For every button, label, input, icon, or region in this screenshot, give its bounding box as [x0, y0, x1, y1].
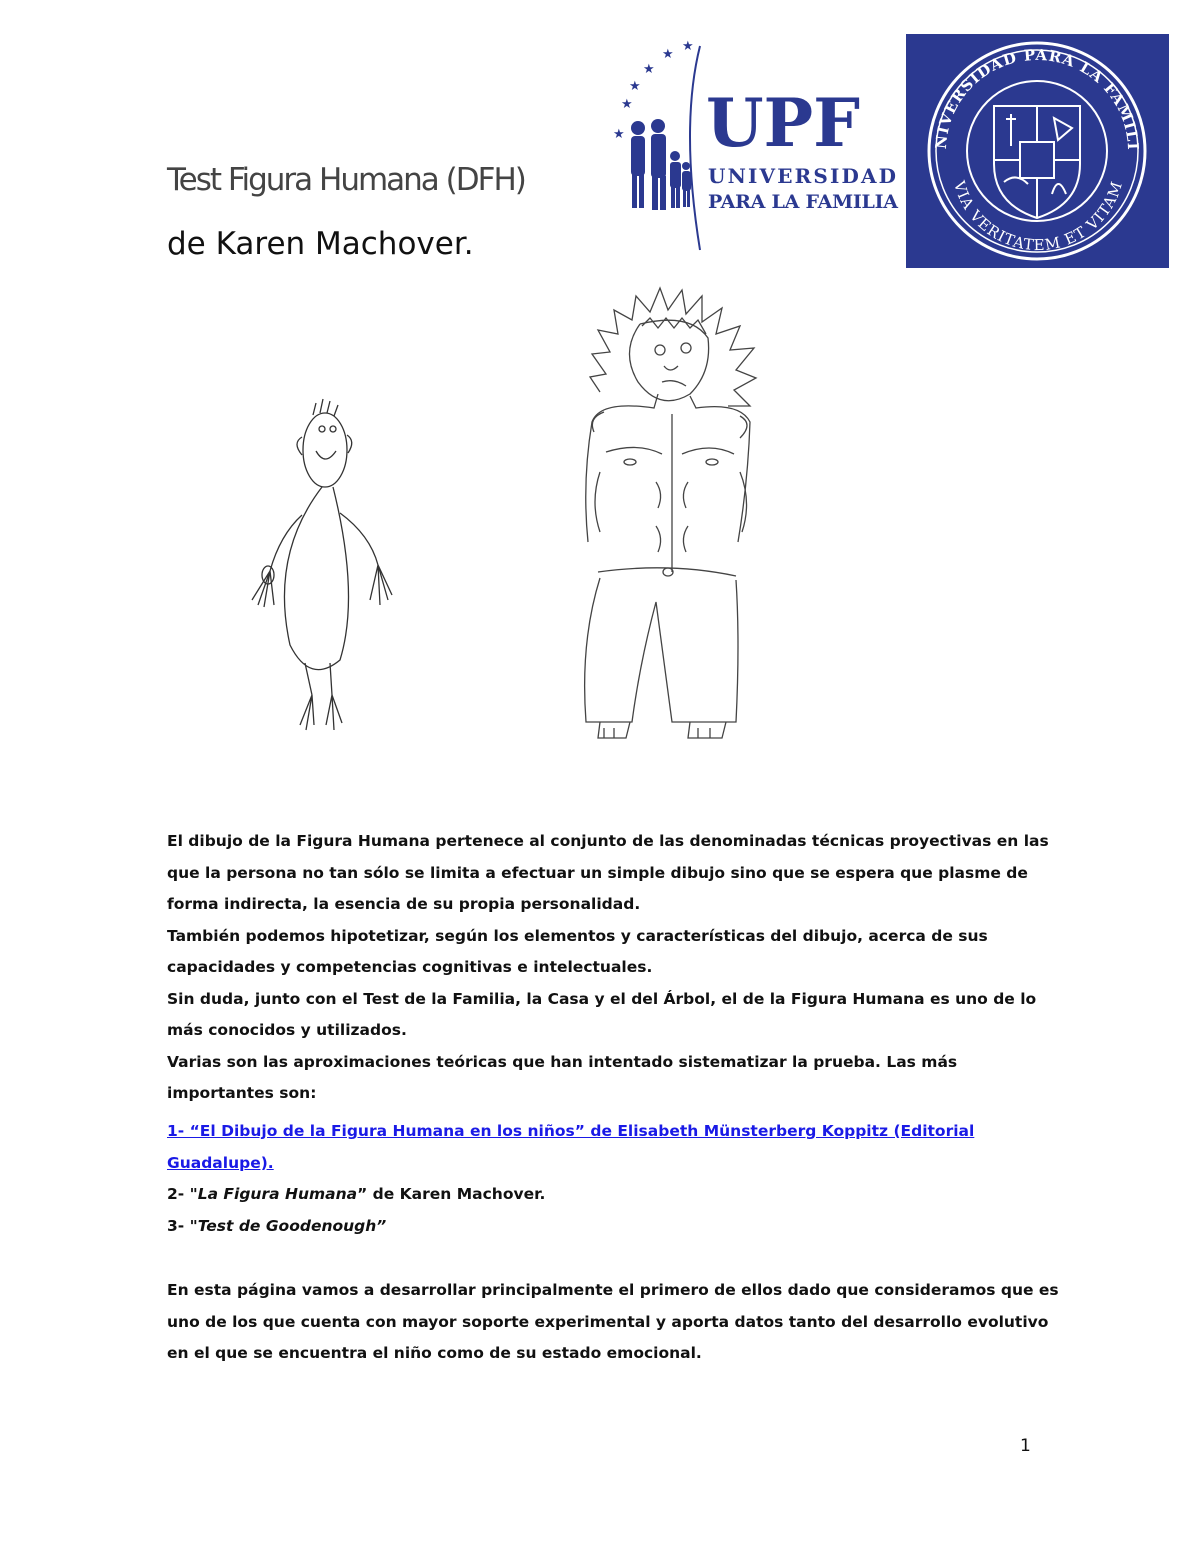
svg-text:★: ★: [629, 79, 641, 94]
intro-paragraph: Varias son las aproximaciones teóricas que han intentado sistematizar la prueba. Las más importantes son:: [167, 1052, 958, 1102]
intro-paragraph: El dibujo de la Figura Humana pertenece al conjunto de las denominadas técnicas proyectivas en las que la persona no tan sólo se limita a efectuar un simple dibujo sino que se espera que plasme de forma indirecta, la esencia de su propia personalidad.: [167, 832, 1049, 913]
svg-text:★: ★: [621, 97, 633, 112]
family-icon: [631, 119, 691, 210]
child-drawing-left: [230, 395, 420, 755]
list-item-machover: 2- "La Figura Humana” de Karen Machover.: [167, 1185, 546, 1203]
intro-section: [167, 826, 1067, 1110]
university-seal: [906, 34, 1169, 268]
document-subtitle: de Karen Machover.: [167, 226, 474, 262]
svg-text:★: ★: [643, 62, 655, 77]
document-title: Test Figura Humana (DFH): [167, 162, 525, 198]
svg-text:UPF: UPF: [706, 84, 861, 162]
adult-drawing-right: [540, 282, 800, 752]
svg-text:★: ★: [613, 127, 625, 142]
page-number: 1: [1020, 1436, 1031, 1456]
svg-text:PARA LA FAMILIA: PARA LA FAMILIA: [708, 191, 898, 213]
koppitz-link[interactable]: 1- “El Dibujo de la Figura Humana en los niños” de Elisabeth Münsterberg Koppitz (Editorial Guadalupe).: [167, 1122, 975, 1172]
svg-text:UNIVERSIDAD: UNIVERSIDAD: [708, 164, 898, 188]
intro-paragraph: También podemos hipotetizar, según los elementos y características del dibujo, acerca de sus capacidades y competencias cognitivas e intelectuales.: [167, 926, 988, 976]
list-item-goodenough: 3- "Test de Goodenough”: [167, 1216, 387, 1235]
svg-text:VIA VERITATEM ET VITAM: VIA VERITATEM ET VITAM: [950, 178, 1127, 255]
intro-paragraph: Sin duda, junto con el Test de la Familia, la Casa y el del Árbol, el de la Figura Humana es uno de lo más conocidos y utilizados.: [167, 989, 1037, 1039]
closing-paragraph: [167, 1275, 1067, 1370]
upf-logo: [600, 36, 905, 254]
approaches-list: [167, 1116, 1067, 1242]
shield-icon: [994, 106, 1080, 218]
closing-text: En esta página vamos a desarrollar principalmente el primero de ellos dado que consideramos que es uno de los que cuenta con mayor soporte experimental y aporta datos tanto del desarrollo evolutivo en el que se encuentra el niño como de su estado emocional.: [167, 1281, 1059, 1362]
svg-text:★: ★: [662, 47, 674, 62]
svg-text:★: ★: [682, 39, 694, 54]
svg-text:UNIVERSIDAD PARA LA FAMILIA: NIVERSIDAD PARA LA FAMILI: [931, 45, 1143, 151]
list-item-koppitz: [167, 1116, 1067, 1179]
